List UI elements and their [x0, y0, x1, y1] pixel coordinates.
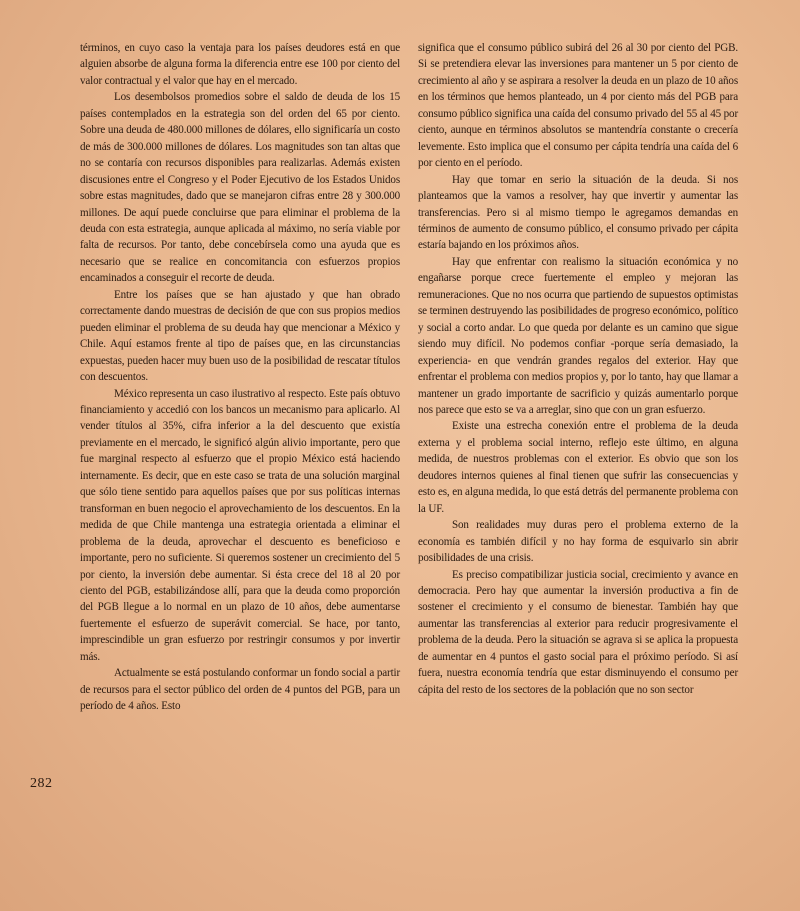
page-number: 282 — [30, 776, 53, 791]
paragraph: México representa un caso ilustrativo al respecto. Este país obtuvo financiamiento y accedió con los bancos un mecanismo para aplicarlo. Al vender títulos al 35%, cifra inferior a la del descuento que existía previamente en el mercado, le significó algún alivio importante, pero que fue marginal respecto al esfuerzo que el propio México está haciendo internamente. Es decir, que en este caso se trata de una solución marginal que sólo tiene sentido para aquellos países que por sus políticas internas transforman en buen negocio el aprovechamiento de los descuentos. En la medida de que Chile mantenga una estrategia orientada a eliminar el problema de la deuda, aprovechar el descuento es beneficioso e importante, pero no suficiente. Si queremos sostener un crecimiento del 5 por ciento, la inversión debe aumentar. Si ésta crece del 18 al 20 por ciento del PGB, estabilizándose allí, para que la deuda como proporción del PGB llegue a lo normal en un plazo de 10 años, debe aumentarse fuertemente el esfuerzo de superávit comercial. Se hace, por tanto, imprescindible un gran esfuerzo por restringir consumos y por invertir más. — [80, 387, 400, 663]
paragraph: Entre los países que se han ajustado y que han obrado correctamente dando muestras de decisión de que con sus propios medios pueden eliminar el problema de su deuda hay que mencionar a México y Chile. Aquí estamos frente al tipo de países que, en las circunstancias expuestas, pueden hacer muy buen uso de la posibilidad de rescatar títulos con descuentos. — [80, 288, 400, 384]
paragraph: Hay que tomar en serio la situación de la deuda. Si nos planteamos que la vamos a resolver, hay que invertir y aumentar las transferencias. Pero si al mismo tiempo le agregamos demandas en términos de aumento de consumo público, el consumo privado per cápita estaría bajando en los próximos años. — [418, 173, 738, 252]
paragraph: Es preciso compatibilizar justicia social, crecimiento y avance en democracia. Pero hay que aumentar la inversión productiva a fin de sostener el crecimiento y el consumo de bienestar. También hay que aumentar las transferencias al exterior para reducir progresivamente el problema de la deuda. Pero la situación se agrava si se aplica la propuesta de aumentar en 4 puntos el gasto social para el próximo período. Si así fuera, nuestra economía tendría que estar disminuyendo el consumo per cápita del resto de los sectores de la población que no son sector — [418, 568, 738, 696]
paragraph: significa que el consumo público subirá del 26 al 30 por ciento del PGB. Si se pretendiera elevar las inversiones para mantener un 5 por ciento de crecimiento al año y se aspirara a resolver la deuda en un plazo de 10 años en los términos que hemos planteado, un 4 por ciento más del PGB para consumo público significa una caída del consumo privado del 55 al 45 por ciento, aunque en términos absolutos se mantendría constante o crecería levemente. Esto implica que el consumo per cápita tendría una caída del 6 por ciento en el período. — [418, 42, 738, 170]
paragraph: Hay que enfrentar con realismo la situación económica y no engañarse porque crece fuertemente el empleo y mejoran las remuneraciones. Que no nos ocurra que partiendo de supuestos optimistas se terminen destruyendo las posibilidades de progreso económico, político y social a corto andar. Lo que queda por delante es un camino que sigue siendo muy difícil. No podemos confiar -porque sería demasiado, la experiencia- en que vendrán grandes regalos del exterior. Hay que enfrentar el problema con medios propios y, por lo tanto, hay que llamar a mantener un grado importante de sacrificio y quizás aumentarlo porque nos parece que esto se va a arreglar, sino que con un gran esfuerzo. — [418, 255, 738, 416]
paragraph: Existe una estrecha conexión entre el problema de la deuda externa y el problema social interno, reflejo este último, en alguna medida, de nuestros problemas con el exterior. Es obvio que son los deudores internos quienes al final tienen que sufrir las consecuencias y esto es, en alguna medida, lo que está detrás del permanente problema con la UF. — [418, 420, 738, 515]
left-text-column — [80, 40, 400, 715]
paragraph: términos, en cuyo caso la ventaja para los países deudores está en que alguien absorbe de alguna forma la diferencia entre ese 100 por ciento del valor contractual y el valor que hay en el mercado. — [80, 42, 400, 87]
paragraph: Actualmente se está postulando conformar un fondo social a partir de recursos para el sector público del orden de 4 puntos del PGB, para un período de 4 años. Esto — [80, 667, 400, 713]
paragraph: Los desembolsos promedios sobre el saldo de deuda de los 15 países contemplados en la estrategia son del orden del 65 por ciento. Sobre una deuda de 480.000 millones de dólares, ello significaría un costo de más de 300.000 millones de dólares. Los magnitudes son tan altas que no se contaría con recursos disponibles para realizarlas. Además existen discusiones entre el Congreso y el Poder Ejecutivo de los Estados Unidos sobre estas magnitudes, dado que se manejaron cifras entre 28 y 300.000 millones. De aquí puede concluirse que para eliminar el problema de la deuda con esta estrategia, aunque aplicada al máximo, no sería viable por falta de recursos. Por tanto, debe concebírsela como una ayuda que es necesario que se realice en concomitancia con esfuerzos propios encaminados a conseguir el recorte de deuda. — [80, 91, 400, 285]
right-text-column — [418, 40, 738, 698]
paragraph: Son realidades muy duras pero el problema externo de la economía es también difícil y no hay forma de esquivarlo sin abrir posibilidades de una crisis. — [418, 519, 738, 565]
